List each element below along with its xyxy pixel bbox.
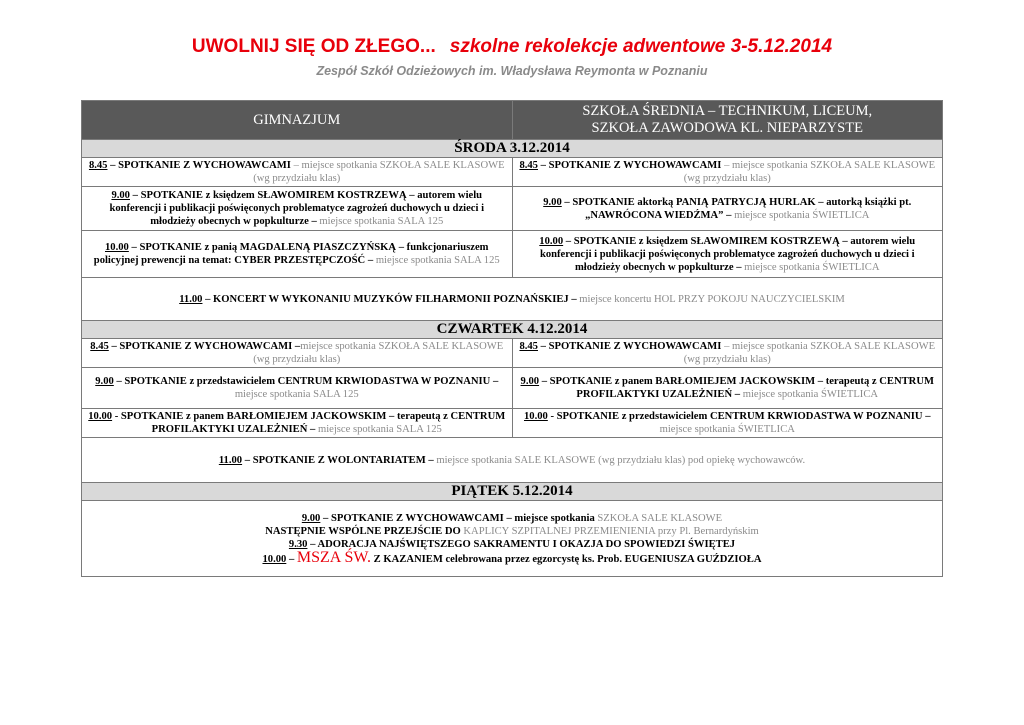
text-segment: 10.00 [262,553,287,565]
fri-line-3 [86,538,938,551]
text-segment: miejsce spotkania ŚWIETLICA [744,261,880,273]
mass-label: MSZA ŚW. [296,548,372,566]
column-header-row [82,101,943,140]
text-segment: 9.30 [288,538,308,550]
text-segment: – miejsce spotkania SZKOŁA SALE KLASOWE (wg przydziału klas) [683,341,936,365]
column-header-gimnazjum [82,101,513,140]
text-segment: SZKOŁA SALE KLASOWE [597,512,723,524]
text-segment: 8.45 [90,341,109,352]
text-segment: miejsce spotkania SZKOŁA SALE KLASOWE (wg przydziału klas) [253,341,504,365]
text-segment: 9.00 [520,376,540,387]
text-segment: miejsce spotkania ŚWIETLICA [659,424,795,435]
fri-line-4 [86,548,938,566]
cell-wed-r3-right [512,231,943,278]
cell-wed-r2-left [82,187,513,231]
text-segment: miejsce spotkania SALA 125 [234,389,359,400]
text-segment: SZKOŁA ZAWODOWA KL. NIEPARZYSTE [591,120,863,136]
text-segment: miejsce spotkania SALA 125 [317,424,442,435]
title-event: szkolne rekolekcje adwentowe 3-5.12.2014 [449,36,833,57]
table-row [82,501,943,577]
text-segment: KAPLICY SZPITALNEJ PRZEMIENIENIA [463,525,656,537]
text-segment: – SPOTKANIE z księdzem SŁAWOMIREM KOSTRZEWĄ – autorem wielu konferencji i publikacji poświęconych problematyce zagrożeń duchowych u dzieci i młodzieży obecnych w popkulturze – [539,235,916,273]
text-segment: – miejsce spotkania SZKOŁA SALE KLASOWE (wg przydziału klas) [683,160,936,184]
document-title [0,36,1024,58]
text-segment: – SPOTKANIE aktorką PANIĄ PATRYCJĄ HURLAK – autorką książki pt. „NAWRÓCONA WIEDŹMA” – [561,196,912,221]
text-segment: Z KAZANIEM celebrowana przez egzorcystę ks. Prob. EUGENIUSZA GUŹDZIOŁA [371,553,762,565]
text-segment: miejsce spotkania SALE KLASOWE (wg przydziału klas) [436,454,688,466]
text-segment: 8.45 [519,160,538,171]
text-segment: miejsce spotkania ŚWIETLICA [734,209,870,221]
school-subtitle: Zespół Szkół Odzieżowych im. Władysława Reymonta w Poznaniu [316,64,708,78]
cell-thu-r1-left [82,339,513,368]
text-segment: – miejsce spotkania SZKOŁA SALE KLASOWE (wg przydziału klas) [253,160,505,184]
cell-thu-r3-left [82,409,513,438]
day-header-wednesday [82,140,943,158]
text-segment: – ADORACJA NAJŚWIĘTSZEGO SAKRAMENTU I OKAZJA DO SPOWIEDZI ŚWIĘTEJ [307,538,736,550]
text-segment: 9.00 [301,512,321,524]
text-segment: pod opiekę wychowawców. [687,454,806,466]
text-segment: SZKOŁA ŚREDNIA – TECHNIKUM, LICEUM, [582,103,873,119]
text-segment: GIMNAZJUM [253,111,341,128]
cell-wed-r1-right [512,158,943,187]
column-header-szkola-srednia [512,101,943,140]
text-segment: PIĄTEK 5.12.2014 [82,483,943,501]
fri-line-2 [86,525,938,538]
cell-wed-r3-left [82,231,513,278]
fri-line-1 [86,512,938,525]
text-segment: 9.00 [95,376,114,387]
cell-wed-r2-right [512,187,943,231]
text-segment: miejsce koncertu HOL PRZY POKOJU NAUCZYCIELSKIM [579,293,845,305]
cell-fri-program [82,501,943,577]
cell-thu-volunteer [82,438,943,483]
text-segment: – SPOTKANIE Z WYCHOWAWCAMI – [108,341,301,352]
cell-wed-concert [82,278,943,321]
cell-thu-r3-right [512,409,943,438]
text-segment: miejsce spotkania SALA 125 [319,216,444,227]
table-row [82,339,943,368]
schedule-table [81,100,943,577]
text-segment: – SPOTKANIE Z WYCHOWAWCAMI [537,160,725,171]
text-segment: 10.00 [523,411,548,422]
cell-thu-r1-right [512,339,943,368]
text-segment: 10.00 [539,235,564,247]
table-row [82,409,943,438]
text-segment: – SPOTKANIE Z WYCHOWAWCAMI [107,160,294,171]
text-segment: miejsce spotkania ŚWIETLICA [742,389,879,400]
table-row [82,231,943,278]
day-header-thursday [82,321,943,339]
cell-wed-r1-left [82,158,513,187]
text-segment: przy Pl. Bernardyńskim [655,525,759,537]
text-segment: – KONCERT W WYKONANIU MUZYKÓW FILHARMONII POZNAŃSKIEJ – [202,293,580,305]
text-segment: – SPOTKANIE z panią MAGDALENĄ PIASZCZYŃSKĄ – funkcjonariuszem policyjnej prewencji na temat: CYBER PRZESTĘPCZOŚĆ – [93,242,489,266]
table-row [82,158,943,187]
text-segment: 10.00 [105,242,129,253]
text-segment: miejsce spotkania SALA 125 [375,255,500,266]
cell-thu-r2-left [82,368,513,409]
text-segment: 8.45 [88,160,108,171]
title-main: UWOLNIJ SIĘ OD ZŁEGO... [191,36,436,57]
text-segment: – SPOTKANIE z przedstawicielem CENTRUM KRWIODASTWA W POZNANIU – [113,376,499,387]
text-segment: – [286,553,297,565]
text-segment: 9.00 [543,196,562,208]
table-row [82,368,943,409]
day-header-friday [82,483,943,501]
table-row [82,438,943,483]
text-segment: – SPOTKANIE z panem BARŁOMIEJEM JACKOWSKIM – terapeutą z CENTRUM PROFILAKTYKI UZALEŻNIEŃ – [539,376,934,400]
text-segment: 9.00 [111,190,130,201]
text-segment: 8.45 [519,341,538,352]
text-segment: – SPOTKANIE Z WYCHOWAWCAMI [537,341,725,352]
text-segment: ŚRODA 3.12.2014 [82,140,943,158]
text-segment: – SPOTKANIE z księdzem SŁAWOMIREM KOSTRZEWĄ – autorem wielu konferencji i publikacji poświęconych problematyce zagrożeń duchowych u dzieci i młodzieży obecnych w popkulturze – [109,190,485,227]
cell-thu-r2-right [512,368,943,409]
table-row [82,187,943,231]
text-segment: 11.00 [179,293,203,305]
text-segment: – SPOTKANIE Z WYCHOWAWCAMI – miejsce spotkania [320,512,598,524]
text-segment: 11.00 [218,454,243,466]
text-segment: NASTĘPNIE WSPÓLNE PRZEJŚCIE DO [265,525,464,537]
text-segment: CZWARTEK 4.12.2014 [82,321,943,339]
table-row [82,278,943,321]
text-segment: - SPOTKANIE z przedstawicielem CENTRUM KRWIODASTWA W POZNANIU – [547,411,931,422]
text-segment: 10.00 [88,411,113,422]
text-segment: - SPOTKANIE z panem BARŁOMIEJEM JACKOWSKIM – terapeutą z CENTRUM PROFILAKTYKI UZALEŻNIEŃ – [112,411,506,435]
text-segment: – SPOTKANIE Z WOLONTARIATEM – [242,454,437,466]
